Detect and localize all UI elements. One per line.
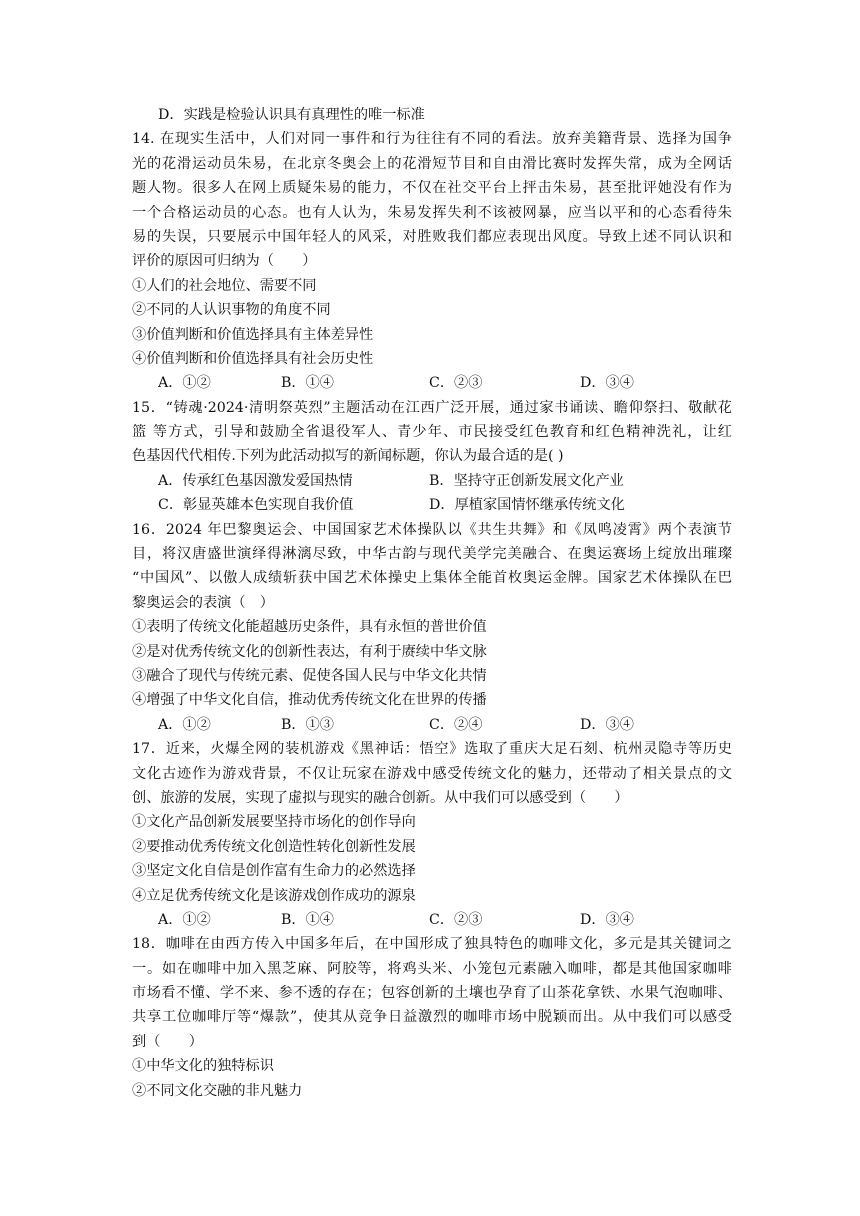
q17-option-b: B．①④: [281, 911, 334, 928]
q15-option-a: A．传承红色基因激发爱国热情: [158, 472, 353, 489]
q17-line: 文化古迹作为游戏背景，不仅让玩家在游戏中感受传统文化的魅力，还带动了相关景点的文: [132, 765, 732, 782]
q17-option-a: A．①②: [158, 911, 211, 928]
q18-line: 一。如在咖啡中加入黑芝麻、阿胶等，将鸡头米、小笼包元素融入咖啡，都是其他国家咖啡: [132, 960, 732, 977]
q16-line: 黎奥运会的表演（ ）: [132, 594, 274, 611]
prev-option-d: D．实践是检验认识具有真理性的唯一标准: [158, 107, 425, 123]
q17-item: ①文化产品创新发展要坚持市场化的创作导向: [132, 814, 416, 831]
q14-line: 光的花滑运动员朱易，在北京冬奥会上的花滑短节目和自由滑比赛时发挥失常，成为全网话: [132, 155, 732, 172]
q14-option-b: B．①④: [281, 375, 334, 392]
q14-option-c: C．②③: [429, 375, 483, 392]
q14-item: ③价值判断和价值选择具有主体差异性: [132, 326, 374, 343]
q18-line: 市场看不懂、学不来、参不透的存在；包容创新的土壤也孕育了山茶花拿铁、水果气泡咖啡、: [132, 985, 732, 1002]
q14-item: ①人们的社会地位、需要不同: [132, 277, 317, 294]
q14-item: ②不同的人认识事物的角度不同: [132, 302, 331, 319]
q16-item: ④增强了中华文化自信，推动优秀传统文化在世界的传播: [132, 692, 487, 709]
q14-line: 14. 在现实生活中，人们对同一事件和行为往往有不同的看法。放弃美籍背景、选择为国争: [132, 131, 732, 148]
q14-line: 易的失误，只要展示中国年轻人的风采，对胜败我们都应表现出风度。导致上述不同认识和: [132, 228, 732, 245]
q14-option-a: A．①②: [158, 375, 211, 392]
q17-item: ②要推动优秀传统文化创造性转化创新性发展: [132, 838, 416, 855]
q16-item: ②是对优秀传统文化的创新性表达，有利于赓续中华文脉: [132, 643, 487, 660]
q18-item: ②不同文化交融的非凡魅力: [132, 1082, 303, 1099]
q15-option-d: D．厚植家国情怀继承传统文化: [429, 497, 625, 514]
question-16: [132, 518, 732, 738]
q17-line: 17．近来，火爆全网的装机游戏《黑神话：悟空》选取了重庆大足石刻、杭州灵隐寺等历史: [132, 741, 732, 758]
q16-option-c: C．②④: [429, 716, 483, 733]
q15-options-row-2: [132, 493, 732, 517]
q18-item: ①中华文化的独特标识: [132, 1058, 274, 1075]
q17-item: ③坚定文化自信是创作富有生命力的必然选择: [132, 863, 416, 880]
q16-option-b: B．①③: [281, 716, 334, 733]
q15-line: 15．“铸魂·2024·清明祭英烈”主题活动在江西广泛开展，通过家书诵读、瞻仰祭扫、敬献花: [132, 399, 732, 416]
q16-line: 目，将汉唐盛世演绎得淋漓尽致，中华古韵与现代美学完美融合、在奥运赛场上绽放出璀璨: [132, 546, 732, 563]
question-17: [132, 737, 732, 932]
question-18: [132, 932, 732, 1103]
q14-line: 一个合格运动员的心态。也有人认为，朱易发挥失利不该被网暴，应当以平和的心态看待朱: [132, 204, 732, 221]
q18-line: 共享工位咖啡厅等“爆款”，使其从竞争日益激烈的咖啡市场中脱颖而出。从中我们可以感受: [132, 1009, 732, 1026]
q17-option-c: C．②③: [429, 911, 483, 928]
q17-line: 创、旅游的发展，实现了虚拟与现实的融合创新。从中我们可以感受到（ ）: [132, 789, 629, 806]
question-content: [132, 103, 732, 1103]
q14-options: [132, 371, 732, 395]
question-14: [132, 127, 732, 395]
q15-option-c: C．彰显英雄本色实现自我价值: [158, 497, 354, 514]
q17-item: ④立足优秀传统文化是该游戏创作成功的源泉: [132, 887, 416, 904]
q15-line: 色基因代代相传.下列为此活动拟写的新闻标题，你认为最合适的是( ): [132, 448, 564, 465]
q16-line: “中国风”、以傲人成绩斩获中国艺术体操史上集体全能首枚奥运金牌。国家艺术体操队在巴: [132, 570, 732, 587]
q15-options-row-1: [132, 469, 732, 493]
q16-line: 16．2024 年巴黎奥运会、中国国家艺术体操队以《共生共舞》和《凤鸣凌霄》两个表演节: [132, 521, 732, 538]
q16-option-d: D．③④: [580, 716, 634, 733]
q16-item: ①表明了传统文化能超越历史条件，具有永恒的普世价值: [132, 619, 487, 636]
q14-line: 评价的原因可归纳为（ ）: [132, 253, 317, 270]
q15-line: 篮 等方式，引导和鼓励全省退役军人、青少年、市民接受红色教育和红色精神洗礼，让红: [132, 424, 732, 441]
q16-item: ③融合了现代与传统元素、促使各国人民与中华文化共情: [132, 667, 487, 684]
q14-line: 题人物。很多人在网上质疑朱易的能力，不仅在社交平台上抨击朱易，甚至批评她没有作为: [132, 180, 732, 197]
q16-option-a: A．①②: [158, 716, 211, 733]
q18-line: 18．咖啡在由西方传入中国多年后，在中国形成了独具特色的咖啡文化，多元是其关键词之: [132, 936, 732, 953]
q17-option-d: D．③④: [580, 911, 634, 928]
q18-line: 到（ ）: [132, 1033, 203, 1050]
q16-options: [132, 713, 732, 737]
question-15: [132, 396, 732, 518]
q15-option-b: B．坚持守正创新发展文化产业: [429, 472, 624, 489]
q17-options: [132, 908, 732, 932]
q14-item: ④价值判断和价值选择具有社会历史性: [132, 350, 374, 367]
q14-option-d: D．③④: [580, 375, 634, 392]
